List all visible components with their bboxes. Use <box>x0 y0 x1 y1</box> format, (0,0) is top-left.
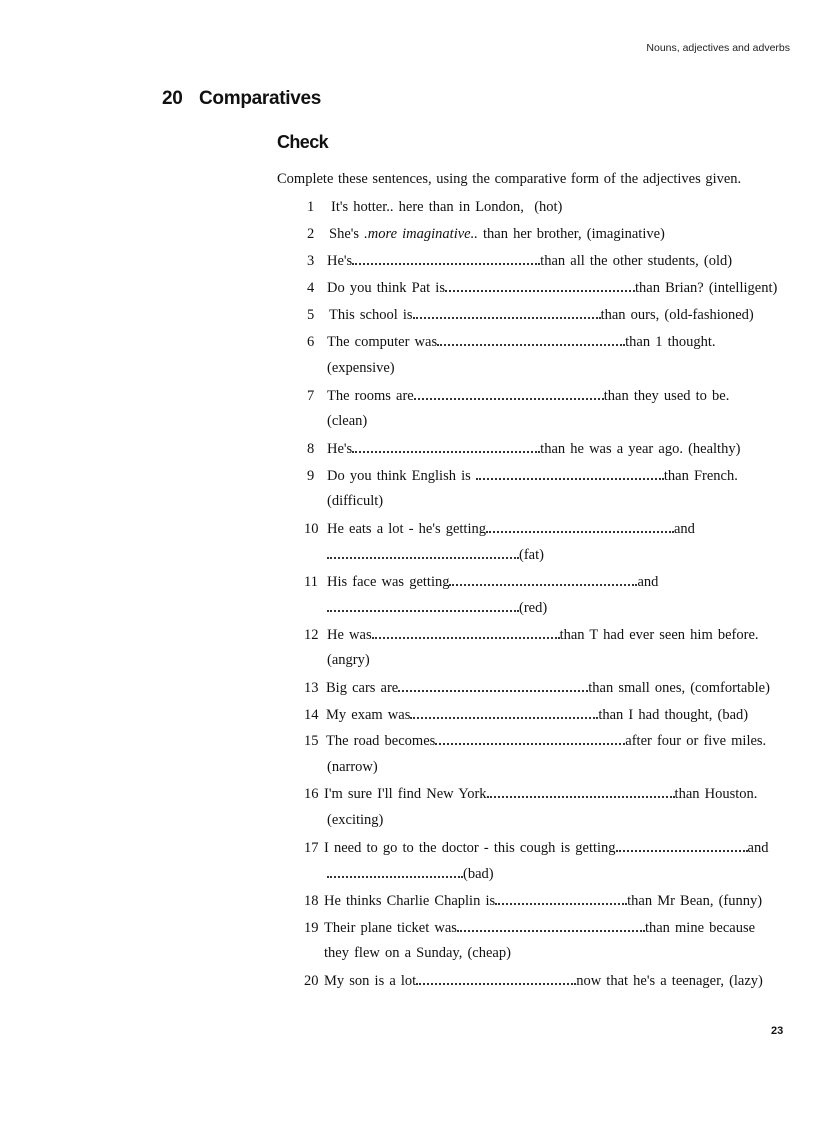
item-text: His face was getting <box>327 574 450 590</box>
item-number: 11 <box>304 574 318 590</box>
answer-blank[interactable] <box>616 838 748 852</box>
item-hint: (red) <box>519 600 548 616</box>
item-text-after: than mine because <box>644 920 756 936</box>
item-text: The rooms are <box>327 388 414 404</box>
item-text-after: and <box>637 574 659 590</box>
item-number: 9 <box>307 468 315 484</box>
exercise-item <box>304 971 763 990</box>
item-number: 5 <box>307 307 315 323</box>
item-number: 4 <box>307 280 315 296</box>
item-text: Their plane ticket was <box>324 920 457 936</box>
item-text-after: and <box>673 521 695 537</box>
item-number: 16 <box>304 786 319 802</box>
item-text: This school is <box>329 307 413 323</box>
check-heading: Check <box>277 132 329 152</box>
answer-blank[interactable] <box>487 784 675 798</box>
page-number: 23 <box>771 1025 784 1037</box>
item-number: 13 <box>304 680 319 696</box>
item-text-after: than I had thought, (bad) <box>598 707 749 723</box>
exercise-item <box>304 918 755 937</box>
item-text-after: than T had ever seen him before. <box>559 627 759 643</box>
item-hint-line: (exciting) <box>327 812 384 828</box>
running-header: Nouns, adjectives and adverbs <box>646 42 790 54</box>
instruction-text: Complete these sentences, using the comparative form of the adjectives given. <box>277 171 742 187</box>
answer-blank[interactable] <box>410 705 598 719</box>
exercise-item <box>307 305 754 324</box>
unit-title: Comparatives <box>199 88 322 109</box>
item-text-after: than French. <box>663 468 738 484</box>
item-text: The road becomes <box>326 733 436 749</box>
item-text: She's <box>329 226 360 242</box>
item-number: 17 <box>304 840 319 856</box>
answer-blank[interactable] <box>352 251 540 265</box>
answer-blank[interactable] <box>327 545 519 559</box>
item-text-after: than all the other students, (old) <box>540 253 733 269</box>
item-number: 19 <box>304 920 319 936</box>
exercise-item <box>304 731 766 750</box>
item-text: He was <box>327 627 372 643</box>
item-hint-line: (expensive) <box>327 360 395 376</box>
item-number: 8 <box>307 441 315 457</box>
exercise-item <box>307 198 562 216</box>
item-text: I need to go to the doctor - this cough is getting <box>324 840 616 856</box>
exercise-item <box>307 251 732 270</box>
item-number: 20 <box>304 973 319 989</box>
example-answer: .more imaginative.. <box>364 226 478 242</box>
answer-blank[interactable] <box>413 305 601 319</box>
answer-blank[interactable] <box>416 971 576 985</box>
exercise-item <box>304 625 759 644</box>
item-hint-line: (narrow) <box>327 759 378 775</box>
answer-blank[interactable] <box>437 332 625 346</box>
item-text: He eats a lot - he's getting <box>327 521 486 537</box>
item-text: My son is a lot <box>324 973 417 989</box>
item-number: 18 <box>304 893 319 909</box>
item-hint: (bad) <box>463 866 494 882</box>
item-text: I'm sure I'll find New York <box>324 786 487 802</box>
item-text: He thinks Charlie Chaplin is <box>324 893 496 909</box>
item-hint-line: (clean) <box>327 413 368 429</box>
exercise-item-continued <box>327 864 494 883</box>
exercise-item <box>307 466 738 485</box>
answer-blank[interactable] <box>449 572 637 586</box>
item-text: Do you think Pat is <box>327 280 445 296</box>
unit-number: 20 <box>162 88 183 109</box>
exercise-item-continued <box>327 545 544 564</box>
answer-blank[interactable] <box>457 918 645 932</box>
item-text-after: after four or five miles. <box>625 733 767 749</box>
item-text: My exam was <box>326 707 411 723</box>
exercise-item <box>307 439 740 458</box>
item-hint: (hot) <box>534 199 563 215</box>
answer-blank[interactable] <box>435 731 625 745</box>
item-text-after: now that he's a teenager, (lazy) <box>576 973 763 989</box>
exercise-item <box>304 784 757 803</box>
item-hint-line: (difficult) <box>327 493 384 509</box>
item-number: 7 <box>307 388 315 404</box>
item-number: 10 <box>304 521 319 537</box>
answer-blank[interactable] <box>398 678 588 692</box>
item-text-after: than her brother, (imaginative) <box>483 226 665 242</box>
item-text-after: than ours, (old-fashioned) <box>600 307 754 323</box>
answer-blank[interactable] <box>352 439 540 453</box>
item-text-after: than he was a year ago. (healthy) <box>540 441 741 457</box>
item-text-after: than small ones, (comfortable) <box>588 680 770 696</box>
item-text: Do you think English is <box>327 468 471 484</box>
exercise-item <box>304 705 748 724</box>
item-hint-line: they flew on a Sunday, (cheap) <box>324 945 511 961</box>
item-number: 14 <box>304 707 319 723</box>
item-number: 6 <box>307 334 315 350</box>
item-text: He's <box>327 253 353 269</box>
exercise-item-continued <box>327 598 547 617</box>
exercise-item <box>304 519 695 538</box>
exercise-item <box>307 225 665 243</box>
item-text-after: than Brian? (intelligent) <box>634 280 778 296</box>
item-text: The computer was <box>327 334 438 350</box>
exercise-item <box>304 891 762 910</box>
answer-blank[interactable] <box>327 598 519 612</box>
item-text-after: and <box>747 840 769 856</box>
answer-blank[interactable] <box>445 278 635 292</box>
item-hint: (fat) <box>519 547 544 563</box>
answer-blank[interactable] <box>372 625 560 639</box>
item-text: He's <box>327 441 353 457</box>
exercise-item <box>307 278 777 297</box>
item-text: It's hotter.. here than in London, <box>331 199 524 215</box>
answer-blank[interactable] <box>495 891 627 905</box>
answer-blank[interactable] <box>414 386 604 400</box>
item-text-after: than Mr Bean, (funny) <box>627 893 763 909</box>
item-number: 2 <box>307 226 315 242</box>
exercise-item <box>304 572 658 591</box>
item-text: Big cars are <box>326 680 399 696</box>
item-number: 12 <box>304 627 319 643</box>
item-text-after: than they used to be. <box>603 388 730 404</box>
exercise-item <box>307 386 729 405</box>
exercise-item <box>304 838 768 857</box>
item-number: 15 <box>304 733 319 749</box>
answer-blank[interactable] <box>486 519 674 533</box>
answer-blank[interactable] <box>327 864 463 878</box>
item-text-after: than 1 thought. <box>625 334 716 350</box>
item-number: 1 <box>307 199 315 215</box>
item-text-after: than Houston. <box>674 786 758 802</box>
answer-blank[interactable] <box>476 466 664 480</box>
item-hint-line: (angry) <box>327 652 370 668</box>
exercise-item <box>307 332 716 351</box>
item-number: 3 <box>307 253 315 269</box>
exercise-item <box>304 678 770 697</box>
